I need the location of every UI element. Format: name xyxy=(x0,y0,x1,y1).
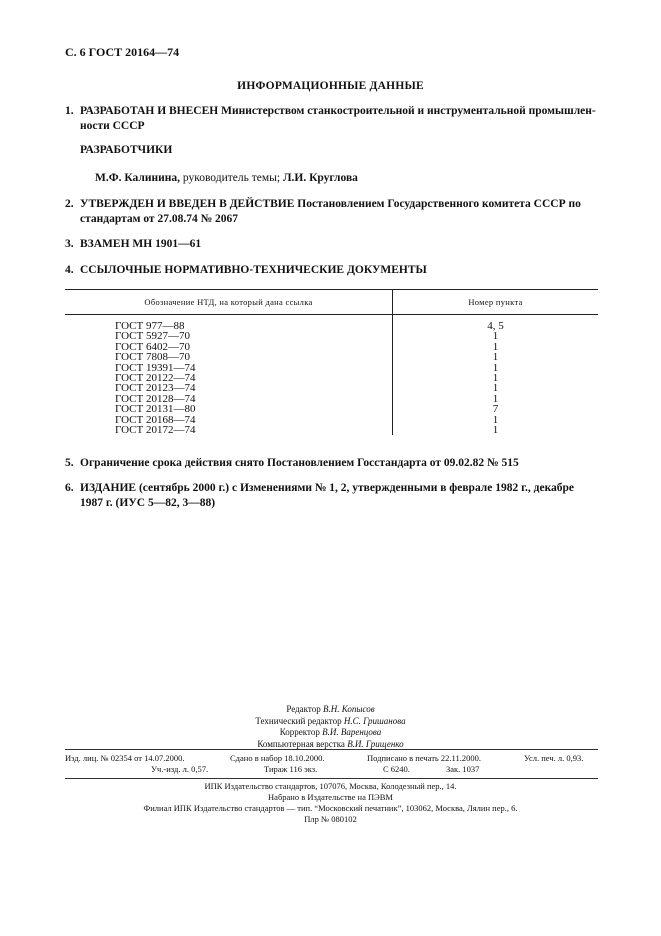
table-row xyxy=(65,425,598,435)
item-5-text: Ограничение срока действия снято Постановлением Госстандарта от 09.02.82 № 515 xyxy=(80,457,519,469)
cell-clause: 1 xyxy=(492,413,499,426)
page-header: С. 6 ГОСТ 20164—74 xyxy=(65,45,180,59)
item-3-text: ВЗАМЕН МН 1901—61 xyxy=(80,238,202,250)
item-5-number: 5. xyxy=(65,457,74,469)
cell-clause: 4, 5 xyxy=(487,320,504,332)
item-4-text: ССЫЛОЧНЫЕ НОРМАТИВНО-ТЕХНИЧЕСКИЕ ДОКУМЕНТЫ xyxy=(80,264,427,276)
imprint-print-sheets: Усл. печ. л. 0,93. xyxy=(524,753,584,763)
item-4-number: 4. xyxy=(65,264,74,276)
cell-document: ГОСТ 20122—74 xyxy=(65,373,393,383)
imprint-to-set: Сдано в набор 18.10.2000. xyxy=(230,753,325,763)
developer-1-name: М.Ф. Калинина, xyxy=(95,172,180,184)
credit-role: Корректор xyxy=(279,727,323,737)
references-table xyxy=(65,289,598,435)
imprint-c-code: С 6240. xyxy=(383,764,410,774)
item-2 xyxy=(65,197,600,227)
publisher-block xyxy=(0,781,661,825)
credit-name: В.И. Грищенко xyxy=(347,738,404,749)
item-5 xyxy=(65,456,600,471)
cell-document: ГОСТ 20123—74 xyxy=(65,383,393,393)
divider xyxy=(65,778,598,779)
cell-document: ГОСТ 20168—74 xyxy=(65,415,393,425)
cell-document: ГОСТ 7808—70 xyxy=(65,352,393,362)
cell-clause: 1 xyxy=(492,424,499,437)
cell-document: ГОСТ 5927—70 xyxy=(65,331,393,341)
imprint-pub-sheets: Уч.-изд. л. 0,57. xyxy=(151,764,209,774)
cell-document: ГОСТ 977—88 xyxy=(65,315,393,332)
column-header-document: Обозначение НТД, на который дана ссылка xyxy=(65,290,393,315)
credit-role: Редактор xyxy=(286,704,323,714)
cell-clause: 1 xyxy=(492,361,499,374)
table-header-row xyxy=(65,290,598,315)
cell-clause: 1 xyxy=(492,392,499,405)
item-2-text: УТВЕРЖДЕН И ВВЕДЕН В ДЕЙСТВИЕ Постановлением Государственного комитета СССР по xyxy=(80,198,581,210)
item-6-number: 6. xyxy=(65,482,74,494)
cell-document: ГОСТ 6402—70 xyxy=(65,342,393,352)
credit-name: В.И. Варенцова xyxy=(322,727,382,737)
item-6 xyxy=(65,481,600,511)
item-1 xyxy=(65,104,600,134)
credit-name: Н.С. Гришанова xyxy=(343,715,406,726)
item-3 xyxy=(65,237,600,252)
credit-corrector xyxy=(0,727,661,739)
cell-clause: 1 xyxy=(492,351,499,364)
credit-role: Компьютерная верстка xyxy=(257,738,348,749)
imprint-order: Зак. 1037 xyxy=(446,764,480,774)
publisher-line: Филиал ИПК Издательство стандартов — тип. “Московский печатник”, 103062, Москва, Лялин пер., 6. xyxy=(143,803,518,813)
cell-document: ГОСТ 20131—80 xyxy=(65,404,393,414)
cell-clause: 1 xyxy=(492,330,499,343)
item-1-number: 1. xyxy=(65,105,74,117)
imprint-signed: Подписано в печать 22.11.2000. xyxy=(367,753,481,763)
item-4 xyxy=(65,263,600,278)
item-2-number: 2. xyxy=(65,198,74,210)
cell-clause: 1 xyxy=(492,382,499,395)
column-header-clause: Номер пункта xyxy=(393,290,599,315)
publisher-line: Набрано в Издательстве на ПЭВМ xyxy=(268,792,393,802)
credits-block xyxy=(0,704,661,750)
developers-line xyxy=(95,172,358,184)
developer-1-role: руководитель темы; xyxy=(179,172,283,184)
item-1-text-cont: ности СССР xyxy=(80,120,145,132)
table-row xyxy=(65,315,598,332)
cell-document: ГОСТ 20128—74 xyxy=(65,394,393,404)
developer-2-name: Л.И. Круглова xyxy=(282,172,358,184)
publisher-line: ИПК Издательство стандартов, 107076, Москва, Колодезный пер., 14. xyxy=(204,781,457,791)
item-2-text-cont: стандартам от 27.08.74 № 2067 xyxy=(80,213,239,225)
credit-tech-editor xyxy=(0,716,661,728)
cell-clause: 1 xyxy=(492,340,499,353)
credit-editor xyxy=(0,704,661,716)
imprint-license: Изд. лиц. № 02354 от 14.07.2000. xyxy=(65,753,185,763)
credit-name: В.Н. Копысов xyxy=(323,704,375,714)
item-6-text-cont: 1987 г. (ИУС 5—82, 3—88) xyxy=(80,497,216,509)
cell-document: ГОСТ 19391—74 xyxy=(65,363,393,373)
imprint-copies: Тираж 116 экз. xyxy=(264,764,318,774)
item-3-number: 3. xyxy=(65,238,74,250)
item-6-text: ИЗДАНИЕ (сентябрь 2000 г.) с Изменениями № 1, 2, утвержденными в феврале 1982 г., декабре xyxy=(80,482,575,494)
cell-clause: 7 xyxy=(492,403,499,416)
publisher-line: Плр № 080102 xyxy=(304,814,357,824)
document-title: ИНФОРМАЦИОННЫЕ ДАННЫЕ xyxy=(237,80,424,92)
developers-heading: РАЗРАБОТЧИКИ xyxy=(80,144,173,156)
item-1-text: РАЗРАБОТАН И ВНЕСЕН Министерством станкостроительной и инструментальной промышлен- xyxy=(80,105,596,117)
cell-document: ГОСТ 20172—74 xyxy=(65,425,393,435)
cell-clause: 1 xyxy=(492,372,499,385)
credit-role: Технический редактор xyxy=(255,715,344,726)
divider xyxy=(65,749,598,750)
